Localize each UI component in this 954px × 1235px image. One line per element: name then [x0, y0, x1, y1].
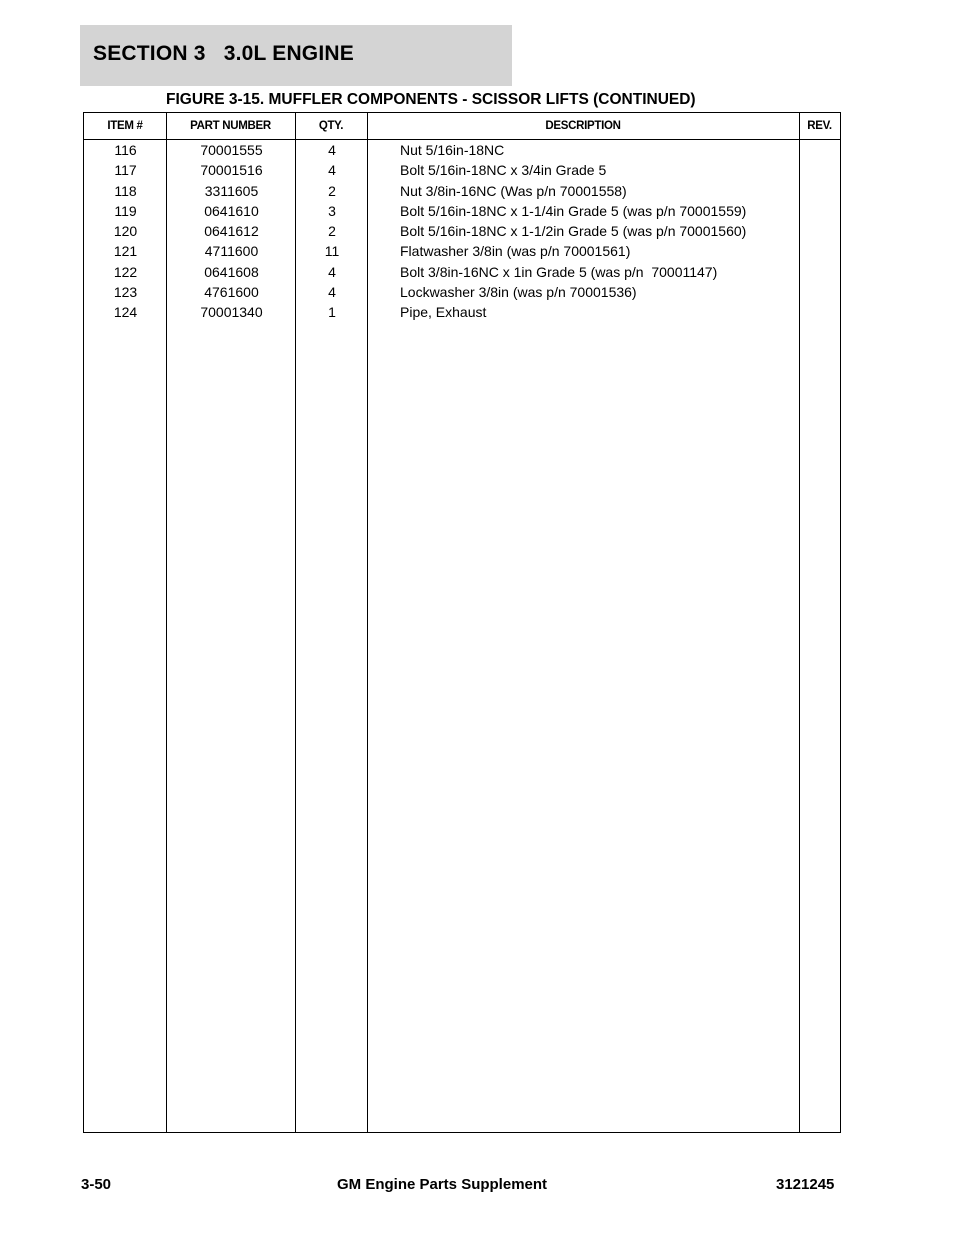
table-row	[84, 221, 840, 241]
cell-part-number: 4761600	[204, 283, 259, 300]
cell-part-number: 4711600	[204, 243, 259, 260]
cell-description: Nut 3/8in-16NC (Was p/n 70001558)	[400, 182, 627, 199]
cell-description: Bolt 5/16in-18NC x 1-1/2in Grade 5 (was p/n 70001560)	[400, 223, 747, 239]
document-title: GM Engine Parts Supplement	[337, 1176, 548, 1193]
cell-qty: 4	[328, 263, 336, 280]
table-row	[84, 160, 840, 180]
cell-qty: 4	[328, 283, 336, 300]
cell-part-number: 0641610	[204, 202, 259, 219]
cell-rev	[800, 140, 841, 160]
header-rev: REV.	[807, 120, 832, 132]
cell-item: 121	[113, 243, 138, 260]
cell-description: Lockwasher 3/8in (was p/n 70001536)	[400, 283, 637, 300]
cell-item: 118	[114, 182, 137, 199]
cell-item: 123	[113, 283, 138, 300]
table-body	[84, 140, 840, 322]
cell-rev	[800, 262, 841, 282]
table-row	[84, 140, 840, 160]
cell-part-number: 3311605	[204, 182, 259, 199]
cell-item: 122	[113, 263, 138, 280]
cell-description: Nut 5/16in-18NC	[400, 142, 505, 158]
cell-rev	[800, 241, 841, 261]
cell-description: Bolt 5/16in-18NC x 1-1/4in Grade 5 (was p/n 70001559)	[400, 202, 747, 219]
cell-rev	[800, 181, 841, 201]
cell-qty: 1	[328, 304, 336, 320]
parts-table	[83, 112, 841, 1133]
table-row	[84, 241, 840, 261]
header-qty: QTY.	[318, 120, 344, 132]
cell-description: Bolt 3/8in-16NC x 1in Grade 5 (was p/n 70001147)	[400, 263, 718, 280]
document-number: 3121245	[776, 1176, 835, 1193]
cell-qty: 4	[328, 162, 336, 179]
cell-item: 119	[114, 202, 137, 219]
cell-item: 116	[114, 142, 137, 158]
cell-qty: 2	[328, 182, 336, 199]
table-row	[84, 282, 840, 302]
cell-item: 120	[113, 223, 138, 239]
table-row	[84, 302, 840, 322]
cell-part-number: 0641612	[204, 223, 259, 239]
cell-rev	[800, 221, 841, 241]
section-header	[80, 25, 512, 86]
cell-description: Flatwasher 3/8in (was p/n 70001561)	[400, 243, 631, 260]
cell-part-number: 70001555	[200, 142, 263, 158]
cell-part-number: 70001340	[200, 304, 263, 320]
cell-item: 124	[113, 304, 138, 320]
section-title: SECTION 3 3.0L ENGINE	[93, 42, 354, 65]
table-row	[84, 262, 840, 282]
table-row	[84, 201, 840, 221]
cell-qty: 11	[324, 243, 340, 260]
cell-item: 117	[114, 162, 137, 179]
cell-qty: 2	[328, 223, 336, 239]
cell-rev	[800, 302, 841, 322]
cell-rev	[800, 201, 841, 221]
header-part-number: PART NUMBER	[190, 120, 271, 132]
table-row	[84, 181, 840, 201]
header-description: DESCRIPTION	[545, 120, 621, 132]
header-item: ITEM #	[107, 120, 143, 132]
cell-description: Pipe, Exhaust	[400, 304, 487, 320]
cell-part-number: 70001516	[200, 162, 263, 179]
page-number: 3-50	[81, 1176, 112, 1193]
cell-part-number: 0641608	[204, 263, 259, 280]
cell-rev	[800, 282, 841, 302]
figure-title: FIGURE 3-15. MUFFLER COMPONENTS - SCISSOR LIFTS (CONTINUED)	[166, 91, 696, 108]
cell-qty: 3	[328, 202, 336, 219]
cell-description: Bolt 5/16in-18NC x 3/4in Grade 5	[400, 162, 607, 179]
cell-qty: 4	[328, 142, 336, 158]
cell-rev	[800, 160, 841, 180]
